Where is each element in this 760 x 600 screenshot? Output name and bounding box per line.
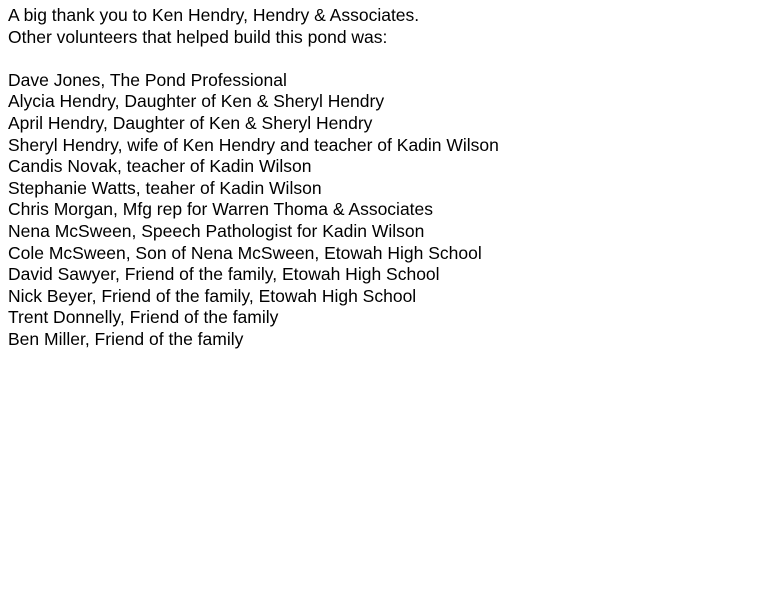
thank-you-line: A big thank you to Ken Hendry, Hendry & Associates.	[8, 5, 420, 25]
volunteer-item: David Sawyer, Friend of the family, Etowah High School	[8, 264, 440, 285]
volunteer-item: Stephanie Watts, teaher of Kadin Wilson	[8, 177, 322, 198]
document-body	[8, 5, 748, 351]
volunteer-item: Nena McSween, Speech Pathologist for Kadin Wilson	[8, 220, 425, 241]
volunteer-item: Cole McSween, Son of Nena McSween, Etowah High School	[8, 242, 482, 263]
volunteer-item: Trent Donnelly, Friend of the family	[8, 307, 279, 328]
volunteer-item: Candis Novak, teacher of Kadin Wilson	[8, 156, 312, 177]
blank-line	[8, 48, 748, 70]
volunteer-item: Chris Morgan, Mfg rep for Warren Thoma & Associates	[8, 199, 434, 220]
volunteer-item: April Hendry, Daughter of Ken & Sheryl Hendry	[8, 112, 373, 133]
volunteer-item: Ben Miller, Friend of the family	[8, 328, 244, 349]
volunteer-list	[8, 70, 748, 351]
volunteer-item: Nick Beyer, Friend of the family, Etowah High School	[8, 285, 417, 306]
volunteers-intro-line: Other volunteers that helped build this pond was:	[8, 26, 388, 47]
volunteer-item: Sheryl Hendry, wife of Ken Hendry and teacher of Kadin Wilson	[8, 134, 499, 155]
volunteer-item: Dave Jones, The Pond Professional	[8, 69, 287, 90]
volunteer-item: Alycia Hendry, Daughter of Ken & Sheryl Hendry	[8, 91, 385, 112]
